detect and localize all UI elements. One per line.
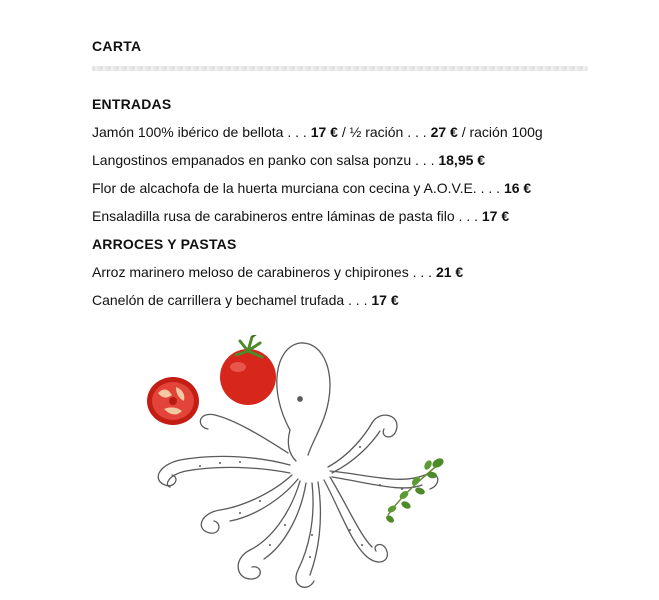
item-portion: / ración 100g: [457, 124, 543, 140]
menu-item: [92, 124, 543, 140]
item-name: Arroz marinero meloso de carabineros y chipirones: [92, 264, 409, 280]
item-price: 17 €: [481, 208, 510, 224]
item-price: 18,95 €: [438, 152, 486, 168]
menu-item: [92, 292, 399, 308]
title-divider: [92, 66, 588, 71]
item-name: Flor de alcachofa de la huerta murciana con cecina y A.O.V.E.: [92, 180, 477, 196]
item-name: Ensaladilla rusa de carabineros entre láminas de pasta filo: [92, 208, 455, 224]
item-price: 27 €: [430, 124, 458, 140]
item-price: 17 €: [371, 292, 399, 308]
menu-item: [92, 264, 463, 280]
item-dots: . . .: [344, 292, 372, 308]
menu-item: [92, 208, 509, 224]
item-name: Langostinos empanados en panko con salsa ponzu: [92, 152, 412, 168]
section-title-arroces-y-pastas: ARROCES Y PASTAS: [92, 236, 237, 252]
tomato-icon: [220, 335, 276, 405]
item-dots: . . .: [476, 180, 504, 196]
item-price: 17 €: [310, 124, 338, 140]
item-portion: / ½ ración: [337, 124, 408, 140]
tomato-half-icon: [147, 377, 199, 425]
item-price: 21 €: [435, 264, 464, 280]
item-price: 16 €: [503, 180, 532, 196]
item-name: Canelón de carrillera y bechamel trufada: [92, 292, 345, 308]
item-dots: . . .: [411, 152, 439, 168]
item-dots: . . .: [407, 124, 431, 140]
menu-item: [92, 180, 531, 196]
menu-item: [92, 152, 485, 168]
item-dots: . . .: [283, 124, 311, 140]
menu-illustration: [140, 335, 460, 595]
section-title-entradas: ENTRADAS: [92, 96, 172, 112]
item-name: Jamón 100% ibérico de bellota: [92, 124, 284, 140]
item-dots: . . .: [408, 264, 436, 280]
menu-title: CARTA: [92, 38, 142, 54]
octopus-icon: [158, 343, 438, 587]
herb-sprig-icon: [385, 457, 446, 525]
item-dots: . . .: [454, 208, 482, 224]
